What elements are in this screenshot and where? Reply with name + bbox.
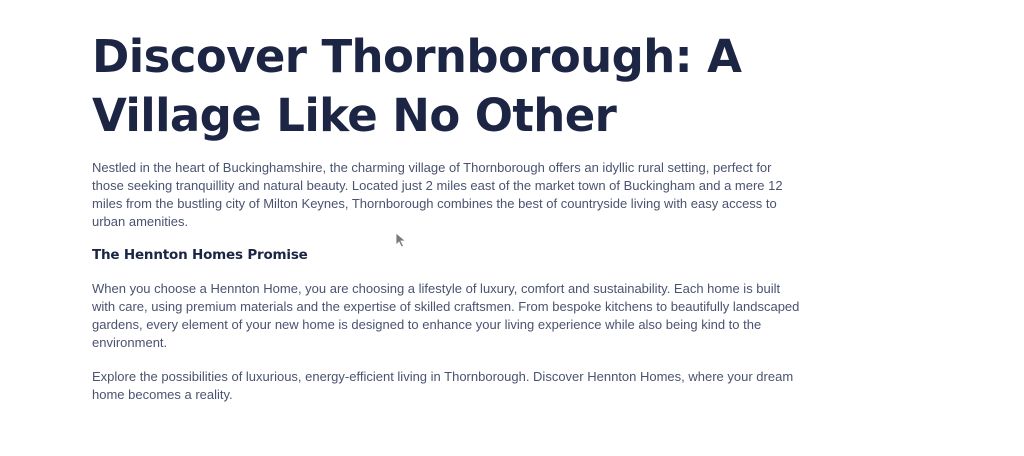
mouse-pointer-icon bbox=[395, 232, 407, 248]
closing-paragraph: Explore the possibilities of luxurious, energy-efficient living in Thornborough. Discover Hennton Homes, where your dream home becomes a reality. bbox=[92, 369, 794, 402]
article-content bbox=[92, 27, 804, 404]
promise-paragraph: When you choose a Hennton Home, you are choosing a lifestyle of luxury, comfort and sustainability. Each home is built with care, using premium materials and the expertise of skilled craftsmen. From bespoke kitchens to beautifully landscaped gardens, every element of your new home is designed to enhance your living experience while also being kind to the environment. bbox=[92, 281, 800, 350]
intro-paragraph: Nestled in the heart of Buckinghamshire, the charming village of Thornborough offers an idyllic rural setting, perfect for those seeking tranquillity and natural beauty. Located just 2 miles east of the market town of Buckingham and a mere 12 miles from the bustling city of Milton Keynes, Thornborough combines the best of countryside living with easy access to urban amenities. bbox=[92, 160, 783, 229]
page-title: Discover Thornborough: A Village Like No Other bbox=[92, 30, 742, 142]
section-heading: The Hennton Homes Promise bbox=[92, 247, 308, 263]
